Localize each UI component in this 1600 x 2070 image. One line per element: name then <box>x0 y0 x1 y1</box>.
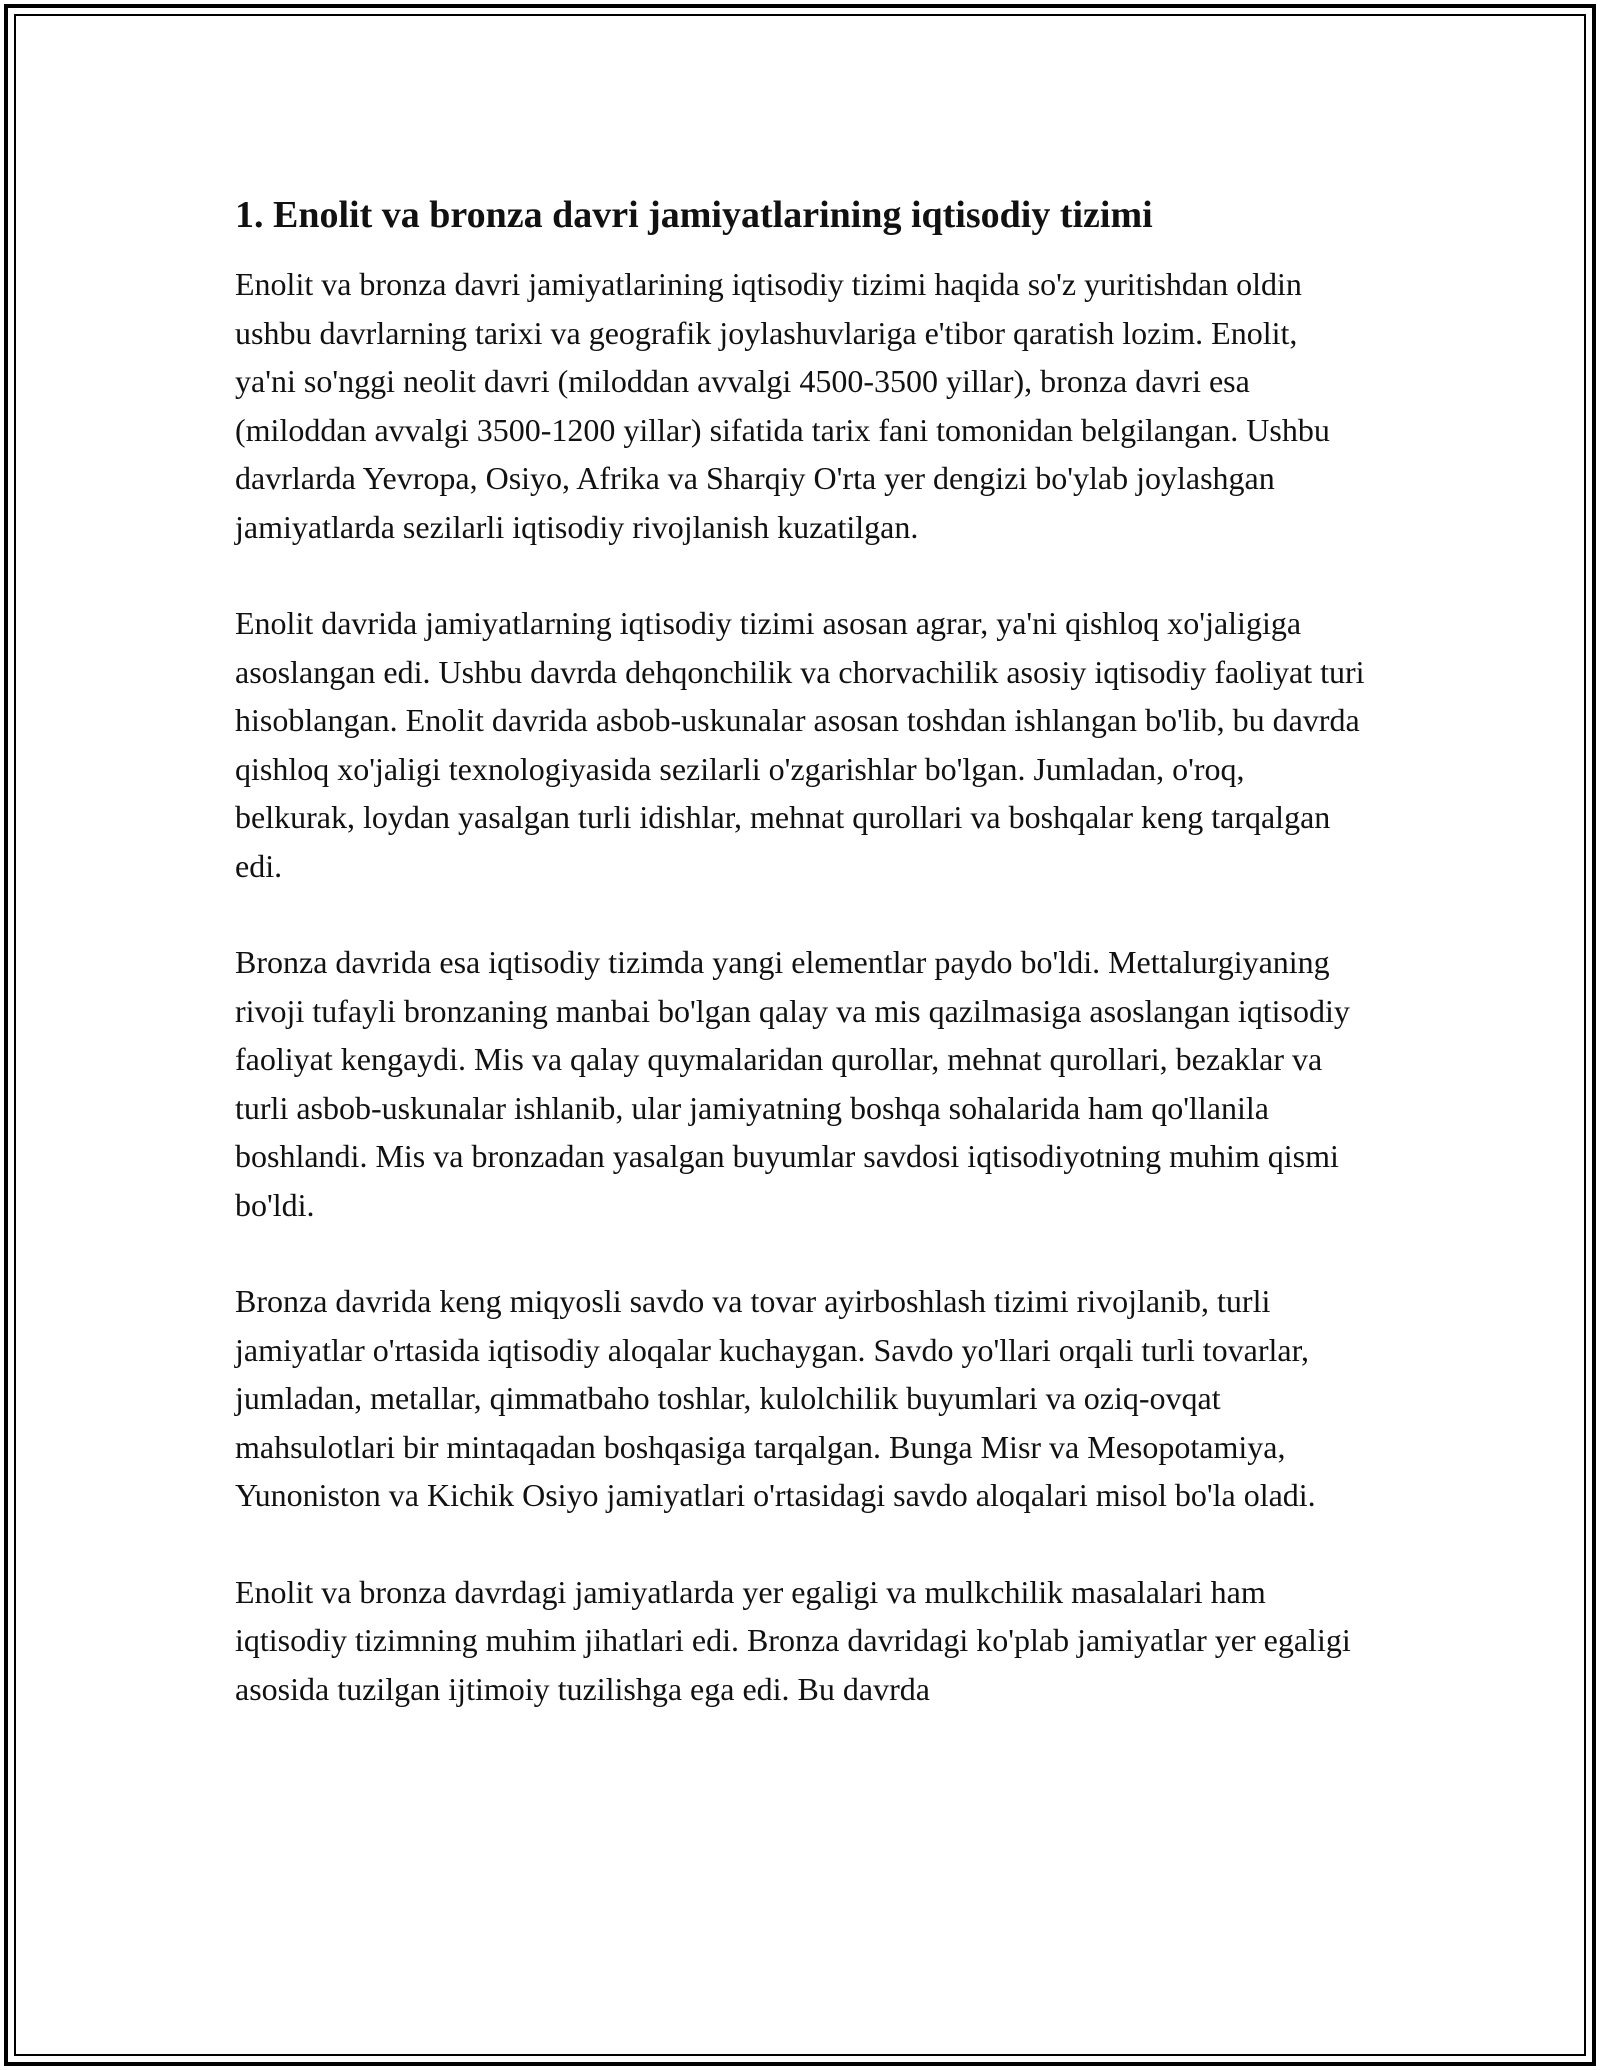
paragraph-3: Bronza davrida esa iqtisodiy tizimda yangi elementlar paydo bo'ldi. Mettalurgiyaning rivoji tufayli bronzaning manbai bo'lgan qalay va mis qazilmasiga asoslangan iqtisodiy faoliyat kengaydi. Mis va qalay quymalaridan qurollar, mehnat qurollari, bezaklar va turli asbob-uskunalar ishlanib, ular jamiyatning boshqa sohalarida ham qo'llanila boshlandi. Mis va bronzadan yasalgan buyumlar savdosi iqtisodiyotning muhim qismi bo'ldi. <box>235 944 1350 1223</box>
section-heading: 1. Enolit va bronza davri jamiyatlarining iqtisodiy tizimi <box>235 194 1153 236</box>
paragraph-5: Enolit va bronza davrdagi jamiyatlarda yer egaligi va mulkchilik masalalari ham iqtisodiy tizimning muhim jihatlari edi. Bronza davridagi ko'plab jamiyatlar yer egaligi asosida tuzilgan ijtimoiy tuzilishga ega edi. Bu davrda <box>235 1573 1351 1707</box>
paragraph-4: Bronza davrida keng miqyosli savdo va tovar ayirboshlash tizimi rivojlanib, turli jamiyatlar o'rtasida iqtisodiy aloqalar kuchaygan. Savdo yo'llari orqali turli tovarlar, jumladan, metallar, qimmatbaho toshlar, kulolchilik buyumlari va oziq-ovqat mahsulotlari bir mintaqadan boshqasiga tarqalgan. Bunga Misr va Mesopotamiya, Yunoniston va Kichik Osiyo jamiyatlari o'rtasidagi savdo aloqalari misol bo'la oladi. <box>235 1283 1316 1513</box>
paragraph-1: Enolit va bronza davri jamiyatlarining iqtisodiy tizimi haqida so'z yuritishdan oldin ushbu davrlarning tarixi va geografik joylashuvlariga e'tibor qaratish lozim. Enolit, ya'ni so'nggi neolit davri (miloddan avvalgi 4500-3500 yillar), bronza davri esa (miloddan avvalgi 3500-1200 yillar) sifatida tarix fani tomonidan belgilangan. Ushbu davrlarda Yevropa, Osiyo, Afrika va Sharqiy O'rta yer dengizi bo'ylab joylashgan jamiyatlarda sezilarli iqtisodiy rivojlanish kuzatilgan. <box>235 266 1330 545</box>
paragraph-2: Enolit davrida jamiyatlarning iqtisodiy tizimi asosan agrar, ya'ni qishloq xo'jaligiga asoslangan edi. Ushbu davrda dehqonchilik va chorvachilik asosiy iqtisodiy faoliyat turi hisoblangan. Enolit davrida asbob-uskunalar asosan toshdan ishlangan bo'lib, bu davrda qishloq xo'jaligi texnologiyasida sezilarli o'zgarishlar bo'lgan. Jumladan, o'roq, belkurak, loydan yasalgan turli idishlar, mehnat qurollari va boshqalar keng tarqalgan edi. <box>235 605 1365 884</box>
document-body <box>235 188 1365 1761</box>
